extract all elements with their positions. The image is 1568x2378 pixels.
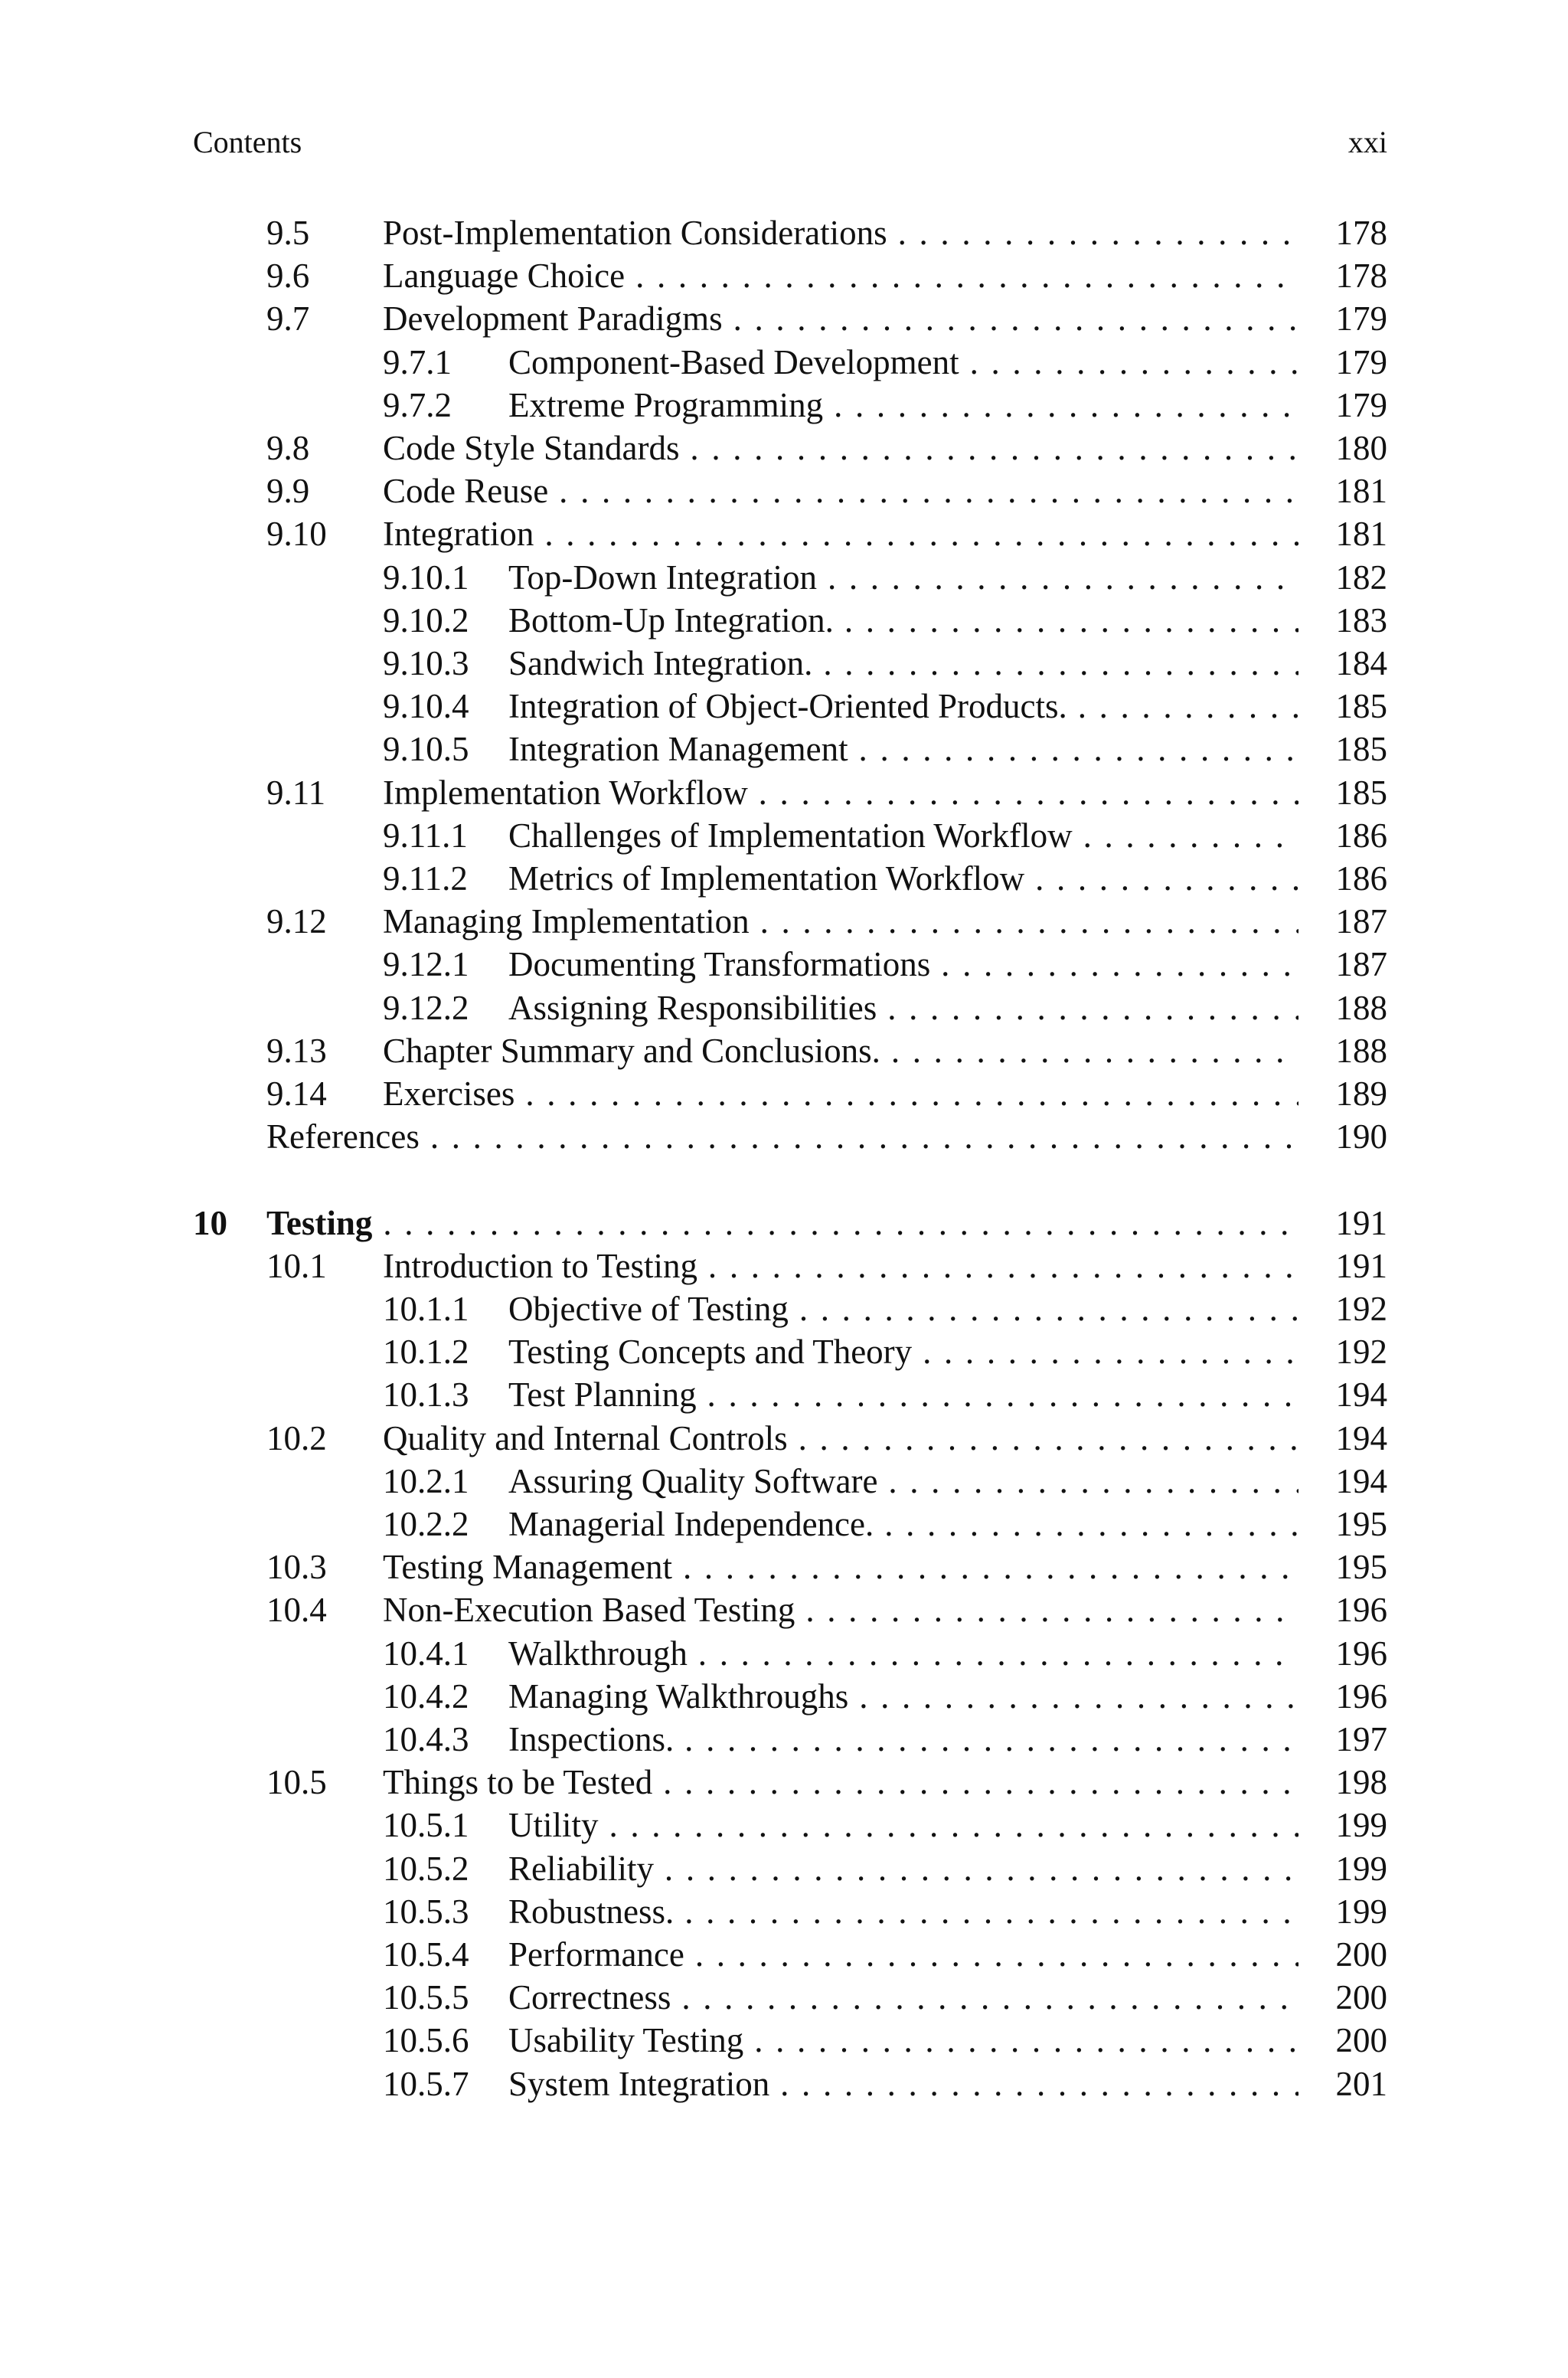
toc-entry[interactable] [0,1373,1568,1416]
toc-entry-page-number: 188 [1335,988,1387,1027]
toc-entry-title[interactable]: Objective of Testing [508,1290,789,1328]
toc-entry-number: 10.5 [266,1763,327,1802]
toc-entry-leader [508,728,1298,770]
toc-entry-page-number: 199 [1335,1806,1387,1845]
toc-entry-title[interactable]: Development Paradigms [383,299,723,339]
toc-entry-title[interactable]: Quality and Internal Controls [383,1418,788,1457]
toc-entry-leader [383,1072,1298,1115]
toc-entry[interactable] [0,1417,1568,1460]
toc-entry-page-number: 181 [1335,515,1387,554]
toc-entry-title[interactable]: Usability Testing [508,2021,744,2060]
toc-entry-number: 9.9 [266,472,310,511]
toc-entry[interactable] [0,1546,1568,1588]
toc-entry-page-number: 200 [1335,2021,1387,2060]
toc-entry-page-number: 179 [1335,342,1387,381]
toc-entry-page-number: 201 [1335,2064,1387,2103]
toc-entry-page-number: 187 [1335,902,1387,941]
toc-entry[interactable] [0,2019,1568,2062]
toc-entry-number: 10.1.3 [383,1375,469,1415]
toc-entry-number: 9.10.3 [383,644,469,682]
toc-entry-page-number: 189 [1335,1075,1387,1113]
toc-entry-leader [383,1029,1298,1072]
toc-entry-page-number: 182 [1335,558,1387,597]
toc-entry-title[interactable]: Performance [508,1935,684,1974]
toc-entry-leader [383,1546,1298,1588]
toc-entry[interactable] [0,254,1568,297]
toc-entry-leader [508,599,1298,642]
toc-entry-title[interactable]: Code Style Standards [383,429,680,467]
toc-entry-number: 10.2.1 [383,1461,469,1500]
toc-entry-number: 9.8 [266,429,310,467]
toc-entry-page-number: 188 [1335,1031,1387,1070]
toc-entry-leader [508,1675,1298,1718]
toc-chapter-entry[interactable] [0,1202,1568,1245]
toc-entry-number: 9.11 [266,773,326,812]
toc-entry-page-number: 198 [1335,1763,1387,1802]
toc-entry-page-number: 192 [1335,1290,1387,1328]
toc-entry-number: 9.13 [266,1031,327,1070]
toc-entry-leader [508,2062,1298,2105]
toc-entry[interactable] [0,297,1568,340]
toc-entry-number: 9.7 [266,299,310,339]
toc-entry-number: 9.10.1 [383,558,469,597]
toc-entry-leader [383,211,1298,254]
toc-entry[interactable] [0,986,1568,1029]
toc-entry-title[interactable]: Walkthrough [508,1634,688,1673]
toc-entry-leader [508,857,1298,900]
running-header-page-number: xxi [1348,125,1387,159]
toc-entry-page-number: 180 [1335,429,1387,467]
toc-entry-title[interactable]: Correctness [508,1978,671,2017]
toc-entry-title[interactable]: Managerial Independence. [508,1505,874,1543]
toc-entry-page-number: 195 [1335,1548,1387,1587]
toc-entry-leader [508,556,1298,599]
toc-entry[interactable] [0,1588,1568,1631]
toc-entry-page-number: 185 [1335,687,1387,726]
toc-entry-number: 10.4.3 [383,1720,469,1758]
toc-entry-title[interactable]: Things to be Tested [383,1763,653,1802]
toc-entry-title[interactable]: Post-Implementation Considerations [383,214,887,252]
toc-entry[interactable] [0,943,1568,986]
toc-entry-page-number: 187 [1335,945,1387,984]
toc-entry[interactable] [0,1330,1568,1373]
toc-entry-number: 10.3 [266,1548,327,1587]
toc-entry-leader [508,1460,1298,1503]
toc-entry-title[interactable]: Implementation Workflow [383,773,748,812]
toc-entry-leader [383,254,1298,297]
toc-entry-title[interactable]: Challenges of Implementation Workflow [508,816,1073,855]
toc-entry-title[interactable]: Reliability [508,1849,654,1888]
toc-entry-number: 10.5.1 [383,1806,469,1845]
toc-entry-leader [383,427,1298,469]
toc-entry[interactable] [0,900,1568,943]
toc-entry-page-number: 184 [1335,644,1387,682]
toc-entry-number: 9.12.2 [383,988,469,1027]
toc-entry[interactable] [0,1287,1568,1330]
toc-entry-title[interactable]: System Integration [508,2064,770,2103]
toc-entry-title[interactable]: Integration [383,515,534,554]
toc-entry-page-number: 181 [1335,472,1387,511]
toc-entry-number: 10.5.7 [383,2064,469,2103]
toc-entry-number: 9.7.2 [383,385,452,424]
toc-entry-leader [508,1718,1298,1761]
toc-entry-page-number: 191 [1335,1246,1387,1285]
toc-entry-leader [508,384,1298,427]
toc-entry[interactable] [0,1675,1568,1718]
toc-entry-number: 9.11.1 [383,816,468,855]
toc-entry-page-number: 179 [1335,299,1387,339]
toc-entry[interactable] [0,211,1568,254]
toc-entry-number: 10.4.1 [383,1634,469,1673]
toc-entry-title[interactable]: Introduction to Testing [383,1246,697,1285]
toc-entry-title[interactable]: Managing Walkthroughs [508,1676,849,1716]
toc-entry-title[interactable]: Testing Management [383,1548,672,1587]
toc-entry-leader [383,900,1298,943]
toc-entry[interactable] [0,1029,1568,1072]
toc-entry-leader [266,1202,1298,1245]
toc-entry-page-number: 196 [1335,1591,1387,1630]
running-header-title: Contents [193,125,302,159]
toc-entry-number: 9.12.1 [383,945,469,984]
toc-entry-title[interactable]: Code Reuse [383,472,549,511]
toc-entry[interactable] [0,2062,1568,2105]
toc-entry-number: 10.5.6 [383,2021,469,2060]
toc-entry[interactable] [0,771,1568,814]
toc-entry-leader [508,1632,1298,1675]
toc-entry-number: 9.6 [266,257,310,296]
toc-entry-page-number: 196 [1335,1676,1387,1716]
toc-entry[interactable] [0,1632,1568,1675]
toc-entry[interactable] [0,1718,1568,1761]
toc-entry-leader [383,771,1298,814]
toc-entry-leader [508,341,1298,384]
toc-entry-number: 10.4 [266,1591,327,1630]
toc-entry-number: 9.14 [266,1075,327,1113]
toc-entry-leader [383,512,1298,555]
toc-entry-page-number: 200 [1335,1935,1387,1974]
toc-entry[interactable] [0,427,1568,469]
toc-entry[interactable] [0,1933,1568,1976]
toc-entry-page-number: 179 [1335,385,1387,424]
toc-entry-leader [508,685,1298,728]
toc-entry-title[interactable]: Top-Down Integration [508,558,818,597]
toc-entry-leader [508,1933,1298,1976]
toc-entry-number: 9.7.1 [383,342,452,381]
toc-entry[interactable] [0,556,1568,599]
toc-entry[interactable] [0,469,1568,512]
toc-entry-title[interactable]: Bottom-Up Integration. [508,600,834,639]
toc-entry-title[interactable]: Chapter Summary and Conclusions. [383,1031,880,1070]
toc-entry[interactable] [0,341,1568,384]
toc-entry-title[interactable]: Inspections. [508,1720,675,1758]
toc-entry-page-number: 196 [1335,1634,1387,1673]
toc-entry-number: 9.10.5 [383,730,469,769]
toc-entry-page-number: 191 [1335,1203,1387,1242]
toc-entry-page-number: 197 [1335,1720,1387,1758]
toc-entry-leader [508,1373,1298,1416]
toc-entry-number: 10.5.2 [383,1849,469,1888]
toc-entry-leader [508,1287,1298,1330]
toc-entry-title[interactable]: Extreme Programming [508,385,824,424]
toc-entry[interactable] [0,1245,1568,1287]
toc-entry-number: 10.5.5 [383,1978,469,2017]
toc-entry-number: 10.5.3 [383,1892,469,1931]
toc-entry-title[interactable]: Integration of Object-Oriented Products. [508,687,1067,726]
toc-entry-leader [508,642,1298,685]
toc-entry[interactable] [0,1804,1568,1846]
toc-entry[interactable] [0,728,1568,770]
toc-entry[interactable] [0,1976,1568,2019]
toc-entry-leader [508,1330,1298,1373]
toc-entry-number: 10.1.1 [383,1290,469,1328]
toc-entry[interactable] [0,1115,1568,1158]
toc-entry-page-number: 200 [1335,1978,1387,2017]
toc-entry-number: 9.11.2 [383,859,468,898]
toc-entry-page-number: 185 [1335,730,1387,769]
toc-entry-number: 9.10 [266,515,327,554]
toc-entry-leader [508,2019,1298,2062]
toc-entry-page-number: 185 [1335,773,1387,812]
toc-entry-title[interactable]: Robustness. [508,1892,675,1931]
toc-entry-leader [508,1890,1298,1933]
toc-entry[interactable] [0,642,1568,685]
toc-entry-number: 9.10.2 [383,600,469,639]
toc-entry-page-number: 199 [1335,1892,1387,1931]
toc-entry-number: 9.10.4 [383,687,469,726]
toc-entry[interactable] [0,1460,1568,1503]
toc-entry[interactable] [0,1503,1568,1546]
toc-entry-page-number: 194 [1335,1375,1387,1415]
toc-entry[interactable] [0,685,1568,728]
toc-entry-page-number: 178 [1335,257,1387,296]
toc-entry-title[interactable]: Exercises [383,1075,515,1113]
toc-entry[interactable] [0,1847,1568,1890]
toc-entry-title[interactable]: Utility [508,1806,599,1845]
toc-entry[interactable] [0,857,1568,900]
toc-entry[interactable] [0,599,1568,642]
toc-entry-leader [508,943,1298,986]
toc-entry-title[interactable]: Testing Concepts and Theory [508,1333,913,1372]
toc-entry[interactable] [0,814,1568,857]
toc-entry-number: 10.2.2 [383,1505,469,1543]
toc-entry-leader [266,1115,1298,1158]
toc-entry[interactable] [0,1072,1568,1115]
toc-entry-page-number: 194 [1335,1418,1387,1457]
toc-entry-leader [383,469,1298,512]
toc-entry-title[interactable]: Test Planning [508,1375,697,1415]
toc-entry-leader [383,1417,1298,1460]
toc-entry-leader [383,297,1298,340]
toc-entry[interactable] [0,1890,1568,1933]
toc-entry-title[interactable]: Assuring Quality Software [508,1461,878,1500]
toc-entry-title[interactable]: Managing Implementation [383,902,750,941]
toc-entry-title[interactable]: Component-Based Development [508,342,959,381]
toc-entry-page-number: 190 [1335,1117,1387,1156]
toc-entry-title[interactable]: Language Choice [383,257,626,296]
toc-entry-page-number: 183 [1335,600,1387,639]
toc-entry-number: 10 [193,1203,227,1242]
toc-entry-leader [508,1847,1298,1890]
toc-entry-page-number: 199 [1335,1849,1387,1888]
toc-entry-title[interactable]: Integration Management [508,730,848,769]
toc-entry[interactable] [0,1761,1568,1804]
toc-entry-title[interactable]: Non-Execution Based Testing [383,1591,795,1630]
toc-entry-number: 10.5.4 [383,1935,469,1974]
toc-entry-number: 10.2 [266,1418,327,1457]
toc-entry-page-number: 195 [1335,1505,1387,1543]
toc-entry-leader [508,1503,1298,1546]
toc-entry-title[interactable]: Assigning Responsibilities [508,988,877,1027]
toc-entry-leader [508,986,1298,1029]
toc-entry-page-number: 192 [1335,1333,1387,1372]
toc-entry[interactable] [0,512,1568,555]
toc-entry-leader [383,1245,1298,1287]
toc-entry[interactable] [0,384,1568,427]
toc-entry-page-number: 194 [1335,1461,1387,1500]
toc-entry-leader [383,1761,1298,1804]
toc-entry-title[interactable]: Sandwich Integration. [508,644,813,682]
toc-entry-leader [508,1976,1298,2019]
toc-entry-title[interactable]: Documenting Transformations [508,945,931,984]
toc-entry-title[interactable]: Testing [266,1203,373,1242]
toc-entry-page-number: 186 [1335,859,1387,898]
toc-entry-title[interactable]: References [266,1117,420,1156]
toc-entry-leader [508,1804,1298,1846]
toc-entry-page-number: 178 [1335,214,1387,252]
toc-entry-number: 9.5 [266,214,310,252]
toc-entry-title[interactable]: Metrics of Implementation Workflow [508,859,1025,898]
toc-entry-number: 10.4.2 [383,1676,469,1716]
toc-entry-number: 9.12 [266,902,327,941]
toc-entry-leader [383,1588,1298,1631]
toc-entry-page-number: 186 [1335,816,1387,855]
toc-entry-leader [508,814,1298,857]
toc-entry-number: 10.1 [266,1246,327,1285]
toc-entry-number: 10.1.2 [383,1333,469,1372]
